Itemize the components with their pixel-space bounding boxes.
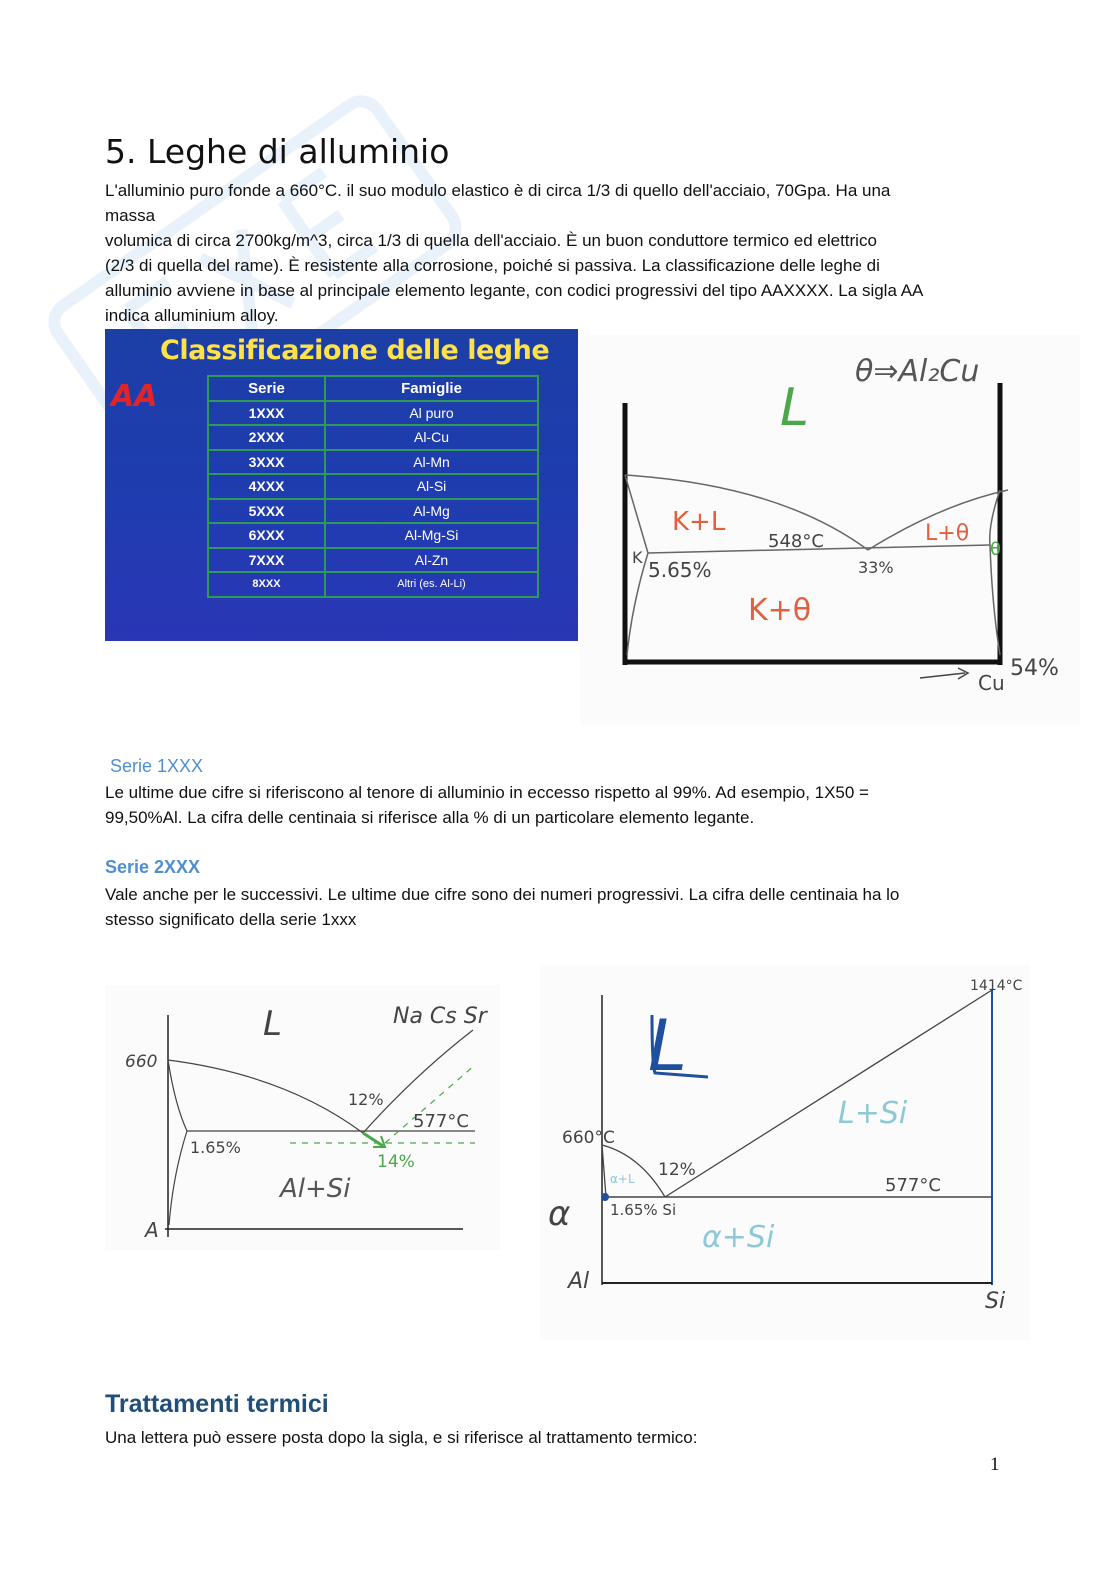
temp-1414: 1414°C: [970, 978, 1023, 994]
comp-165: 1.65%: [190, 1138, 241, 1157]
region-alpha-l: α+L: [610, 1172, 635, 1186]
section-heading-2xxx: Serie 2XXX: [105, 857, 201, 877]
serie-cell: 2XXX: [208, 425, 325, 450]
region-l-theta: L+θ: [925, 521, 970, 546]
serie-cell: 4XXX: [208, 474, 325, 499]
famiglia-cell: Al-Zn: [325, 548, 538, 573]
modifiers: Na Cs Sr: [393, 1004, 487, 1029]
trattamenti-text: [105, 1425, 1005, 1450]
region-k-theta: K+θ: [748, 593, 812, 628]
serie-cell: 7XXX: [208, 548, 325, 573]
region-liquid: L: [648, 1005, 687, 1085]
table-header-row: [208, 376, 538, 401]
comp-14: 14%: [377, 1152, 415, 1172]
comp-33: 33%: [858, 558, 894, 577]
intro-line: alluminio avviene in base al principale elemento legante, con codici progressivi del tipo AAXXXX. La sigla AA: [105, 281, 924, 300]
region-liquid: L: [780, 378, 809, 438]
comp-12: 12%: [658, 1160, 696, 1180]
axis-si: Si: [985, 1289, 1006, 1314]
famiglia-cell: Al-Mg-Si: [325, 523, 538, 548]
famiglia-cell: Al-Si: [325, 474, 538, 499]
region-k-liquid: K+L: [672, 507, 726, 537]
alsi-liquid-label: [640, 995, 720, 1085]
label-alpha: α: [548, 1194, 571, 1234]
comp-12: 12%: [348, 1090, 384, 1109]
classification-prefix: AA: [111, 379, 158, 414]
label-theta: θ: [990, 539, 1002, 560]
page-title: 5. Leghe di alluminio: [105, 132, 450, 171]
serie-cell: 6XXX: [208, 523, 325, 548]
section-heading-trattamenti: Trattamenti termici: [105, 1390, 329, 1418]
alsi-phase-diagram: [540, 965, 1030, 1340]
label-k: K: [632, 548, 643, 567]
page-number: 1: [990, 1454, 1000, 1475]
text-line: Vale anche per le successivi. Le ultime due cifre sono dei numeri progressivi. La cifra delle centinaia ha lo: [105, 885, 900, 904]
comp-54: 54%: [1010, 656, 1059, 681]
intro-line: L'alluminio puro fonde a 660°C. il suo modulo elastico è di circa 1/3 di quello dell'acciaio, 70Gpa. Ha una: [105, 181, 891, 200]
section-1xxx-text: [105, 780, 1005, 830]
header-famiglie: Famiglie: [325, 376, 538, 401]
table-row: [208, 450, 538, 475]
region-alpha-si: α+Si: [702, 1220, 775, 1255]
intro-paragraph: [105, 178, 1015, 328]
serie-cell: 1XXX: [208, 401, 325, 426]
famiglia-cell: Altri (es. Al-Li): [325, 572, 538, 597]
temp-548: 548°C: [768, 531, 824, 552]
temp-577: 577°C: [413, 1111, 469, 1132]
famiglia-cell: Al-Mg: [325, 499, 538, 524]
intro-line: (2/3 di quella del rame). È resistente alla corrosione, poiché si passiva. La classificazione delle leghe di: [105, 256, 880, 275]
region-liquid: L: [263, 1004, 282, 1044]
section-heading-1xxx: Serie 1XXX: [110, 756, 204, 776]
table-row: [208, 523, 538, 548]
axis-al: A: [145, 1218, 159, 1242]
comp-165-si: 1.65% Si: [610, 1201, 677, 1219]
phase-label: θ⇒Al₂Cu: [855, 354, 980, 389]
text-line: Le ultime due cifre si riferiscono al tenore di alluminio in eccesso rispetto al 99%. Ad esempio, 1X50 =: [105, 783, 869, 802]
axis-al: Al: [568, 1269, 590, 1294]
serie-cell: 5XXX: [208, 499, 325, 524]
table-row: [208, 499, 538, 524]
famiglia-cell: Al puro: [325, 401, 538, 426]
famiglia-cell: Al-Mn: [325, 450, 538, 475]
alcu-phase-diagram: [580, 335, 1080, 725]
region-l-si: L+Si: [838, 1096, 908, 1131]
intro-line: massa: [105, 206, 156, 225]
serie-cell: 8XXX: [208, 572, 325, 597]
temp-660: 660: [125, 1052, 158, 1072]
classification-title: Classificazione delle leghe: [160, 335, 550, 366]
serie-cell: 3XXX: [208, 450, 325, 475]
table-row: [208, 548, 538, 573]
header-serie: Serie: [208, 376, 325, 401]
text-line: stesso significato della serie 1xxx: [105, 910, 357, 929]
intro-line: volumica di circa 2700kg/m^3, circa 1/3 di quella dell'acciaio. È un buon conduttore termico ed elettrico: [105, 231, 877, 250]
text-line: 99,50%Al. La cifra delle centinaia si riferisce alla % di un particolare elemento legante.: [105, 808, 755, 827]
alsi-modified-diagram: [105, 985, 500, 1250]
axis-cu: Cu: [978, 671, 1005, 695]
table-row: [208, 425, 538, 450]
temp-660: 660°C: [562, 1128, 615, 1148]
table-row: [208, 572, 538, 597]
classification-slide: [105, 329, 578, 641]
region-al-si: Al+Si: [280, 1174, 351, 1204]
table-row: [208, 474, 538, 499]
section-2xxx-text: [105, 882, 1005, 932]
famiglia-cell: Al-Cu: [325, 425, 538, 450]
comp-565: 5.65%: [648, 558, 712, 582]
classification-table: [207, 375, 539, 598]
text-line: Una lettera può essere posta dopo la sigla, e si riferisce al trattamento termico:: [105, 1428, 698, 1447]
temp-577: 577°C: [885, 1175, 941, 1196]
intro-line: indica alluminium alloy.: [105, 306, 279, 325]
table-row: [208, 401, 538, 426]
